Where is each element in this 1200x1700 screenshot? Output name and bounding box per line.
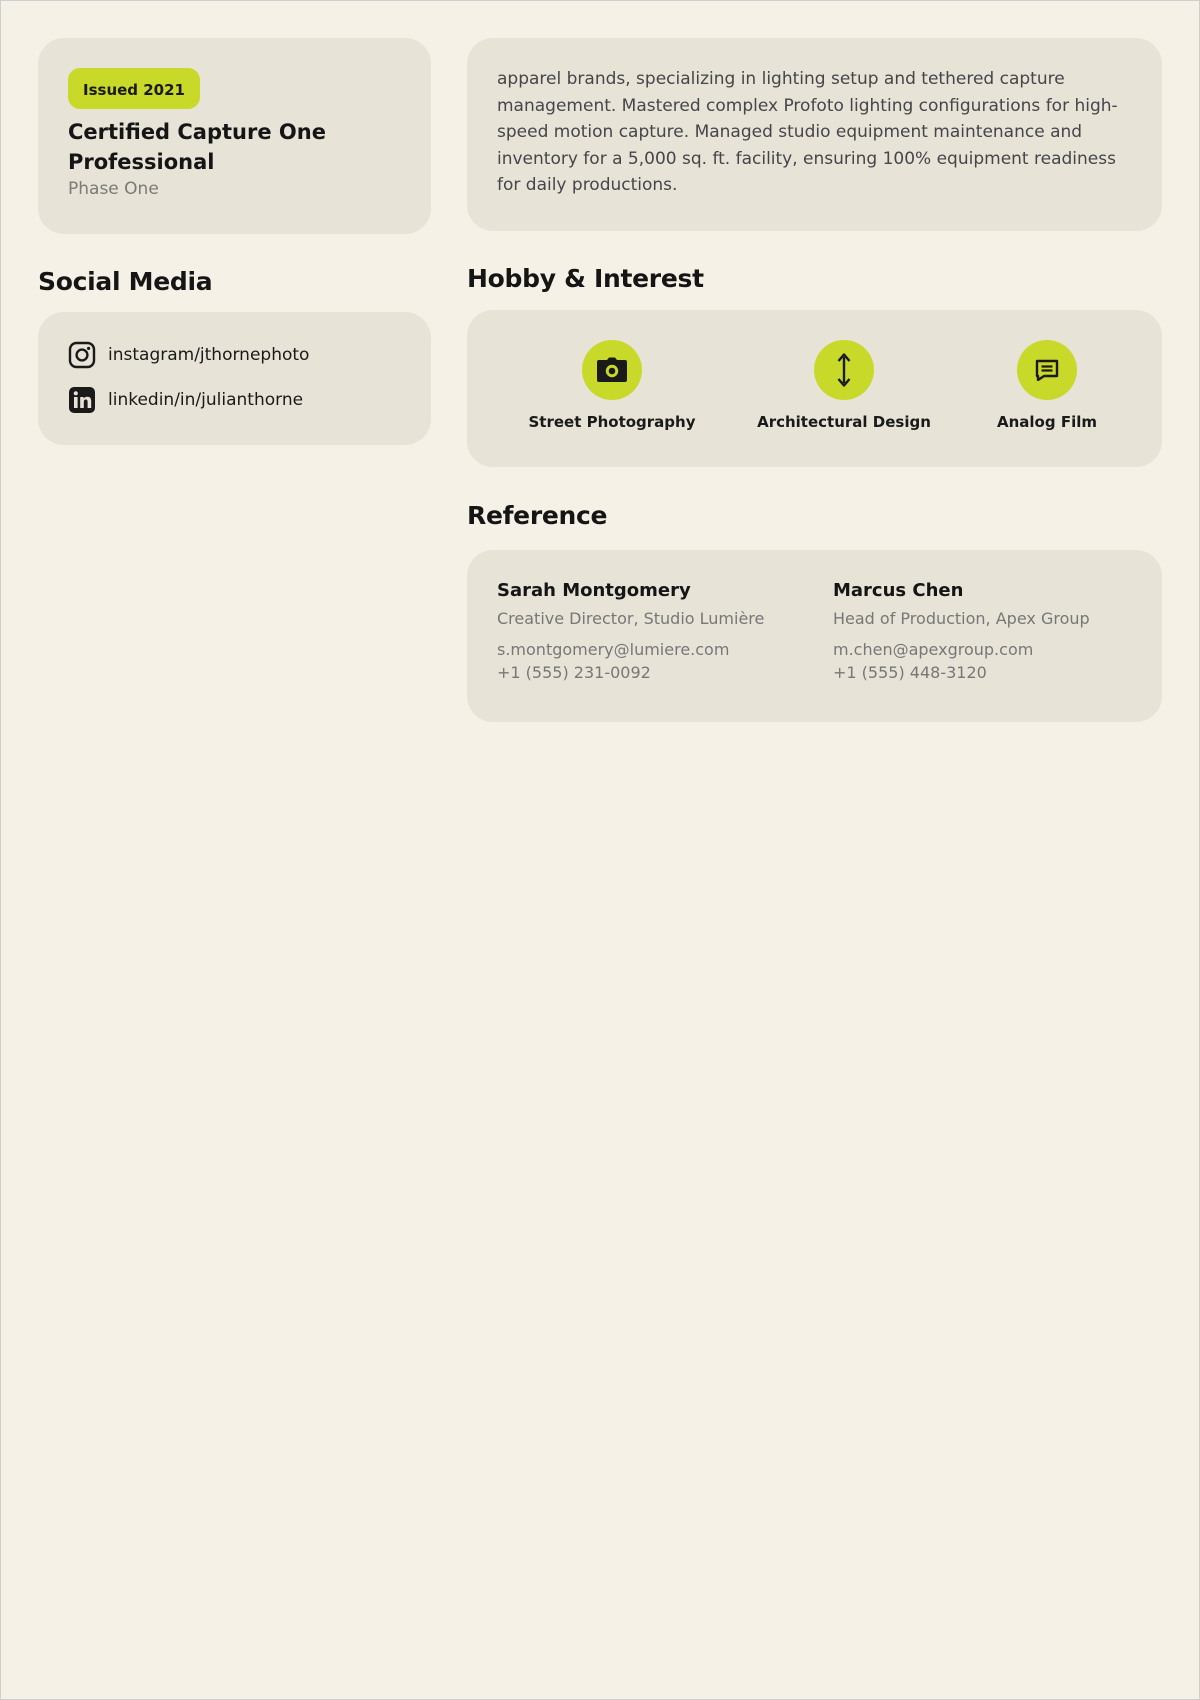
hobby-label: Architectural Design — [757, 413, 931, 431]
vertical-arrows-icon — [836, 353, 852, 387]
instagram-icon — [68, 341, 96, 369]
reference-name: Sarah Montgomery — [497, 580, 691, 601]
hobby-item-analog-film — [947, 340, 1147, 431]
reference-email[interactable]: m.chen@apexgroup.com — [833, 640, 1034, 659]
certification-title: Certified Capture One Professional — [68, 120, 326, 174]
hobby-icon-circle — [814, 340, 874, 400]
reference-phone[interactable]: +1 (555) 448-3120 — [833, 663, 987, 682]
social-link-instagram[interactable] — [68, 340, 401, 370]
hobby-icon-circle — [1017, 340, 1077, 400]
social-link-linkedin[interactable] — [68, 385, 401, 415]
social-media-card — [38, 312, 431, 445]
experience-summary-text: apparel brands, specializing in lighting setup and tethered capture management. Mastered complex Profoto lighting configurations for high-speed motion capture. Managed studio equipment maintenance and inventory for a 5,000 sq. ft. facility, ensuring 100% equipment readiness for daily productions. — [497, 69, 1118, 195]
instagram-handle: instagram/jthornephoto — [108, 345, 310, 365]
linkedin-icon — [68, 386, 96, 414]
social-media-heading: Social Media — [38, 267, 213, 296]
right-column — [467, 38, 1162, 722]
hobby-label: Street Photography — [528, 413, 696, 431]
reference-role: Head of Production, Apex Group — [833, 609, 1090, 628]
hobby-card — [467, 310, 1162, 467]
certification-card — [38, 38, 431, 234]
hobby-label: Analog Film — [997, 413, 1097, 431]
certification-issuer: Phase One — [68, 179, 159, 199]
hobby-item-street-photography — [512, 340, 712, 431]
experience-summary-card — [467, 38, 1162, 231]
reference-entry — [497, 580, 817, 682]
linkedin-handle: linkedin/in/julianthorne — [108, 390, 304, 410]
reference-phone[interactable]: +1 (555) 231-0092 — [497, 663, 651, 682]
reference-role: Creative Director, Studio Lumière — [497, 609, 765, 628]
reference-name: Marcus Chen — [833, 580, 964, 601]
reference-email[interactable]: s.montgomery@lumiere.com — [497, 640, 730, 659]
reference-heading: Reference — [467, 501, 608, 530]
reference-card — [467, 550, 1162, 722]
reference-entry — [833, 580, 1153, 682]
hobby-item-architectural-design — [744, 340, 944, 431]
hobby-icon-circle — [582, 340, 642, 400]
issued-badge: Issued 2021 — [68, 68, 200, 109]
left-column — [38, 38, 431, 445]
hobby-heading: Hobby & Interest — [467, 264, 704, 293]
film-icon — [1034, 359, 1060, 381]
camera-icon — [596, 357, 628, 383]
